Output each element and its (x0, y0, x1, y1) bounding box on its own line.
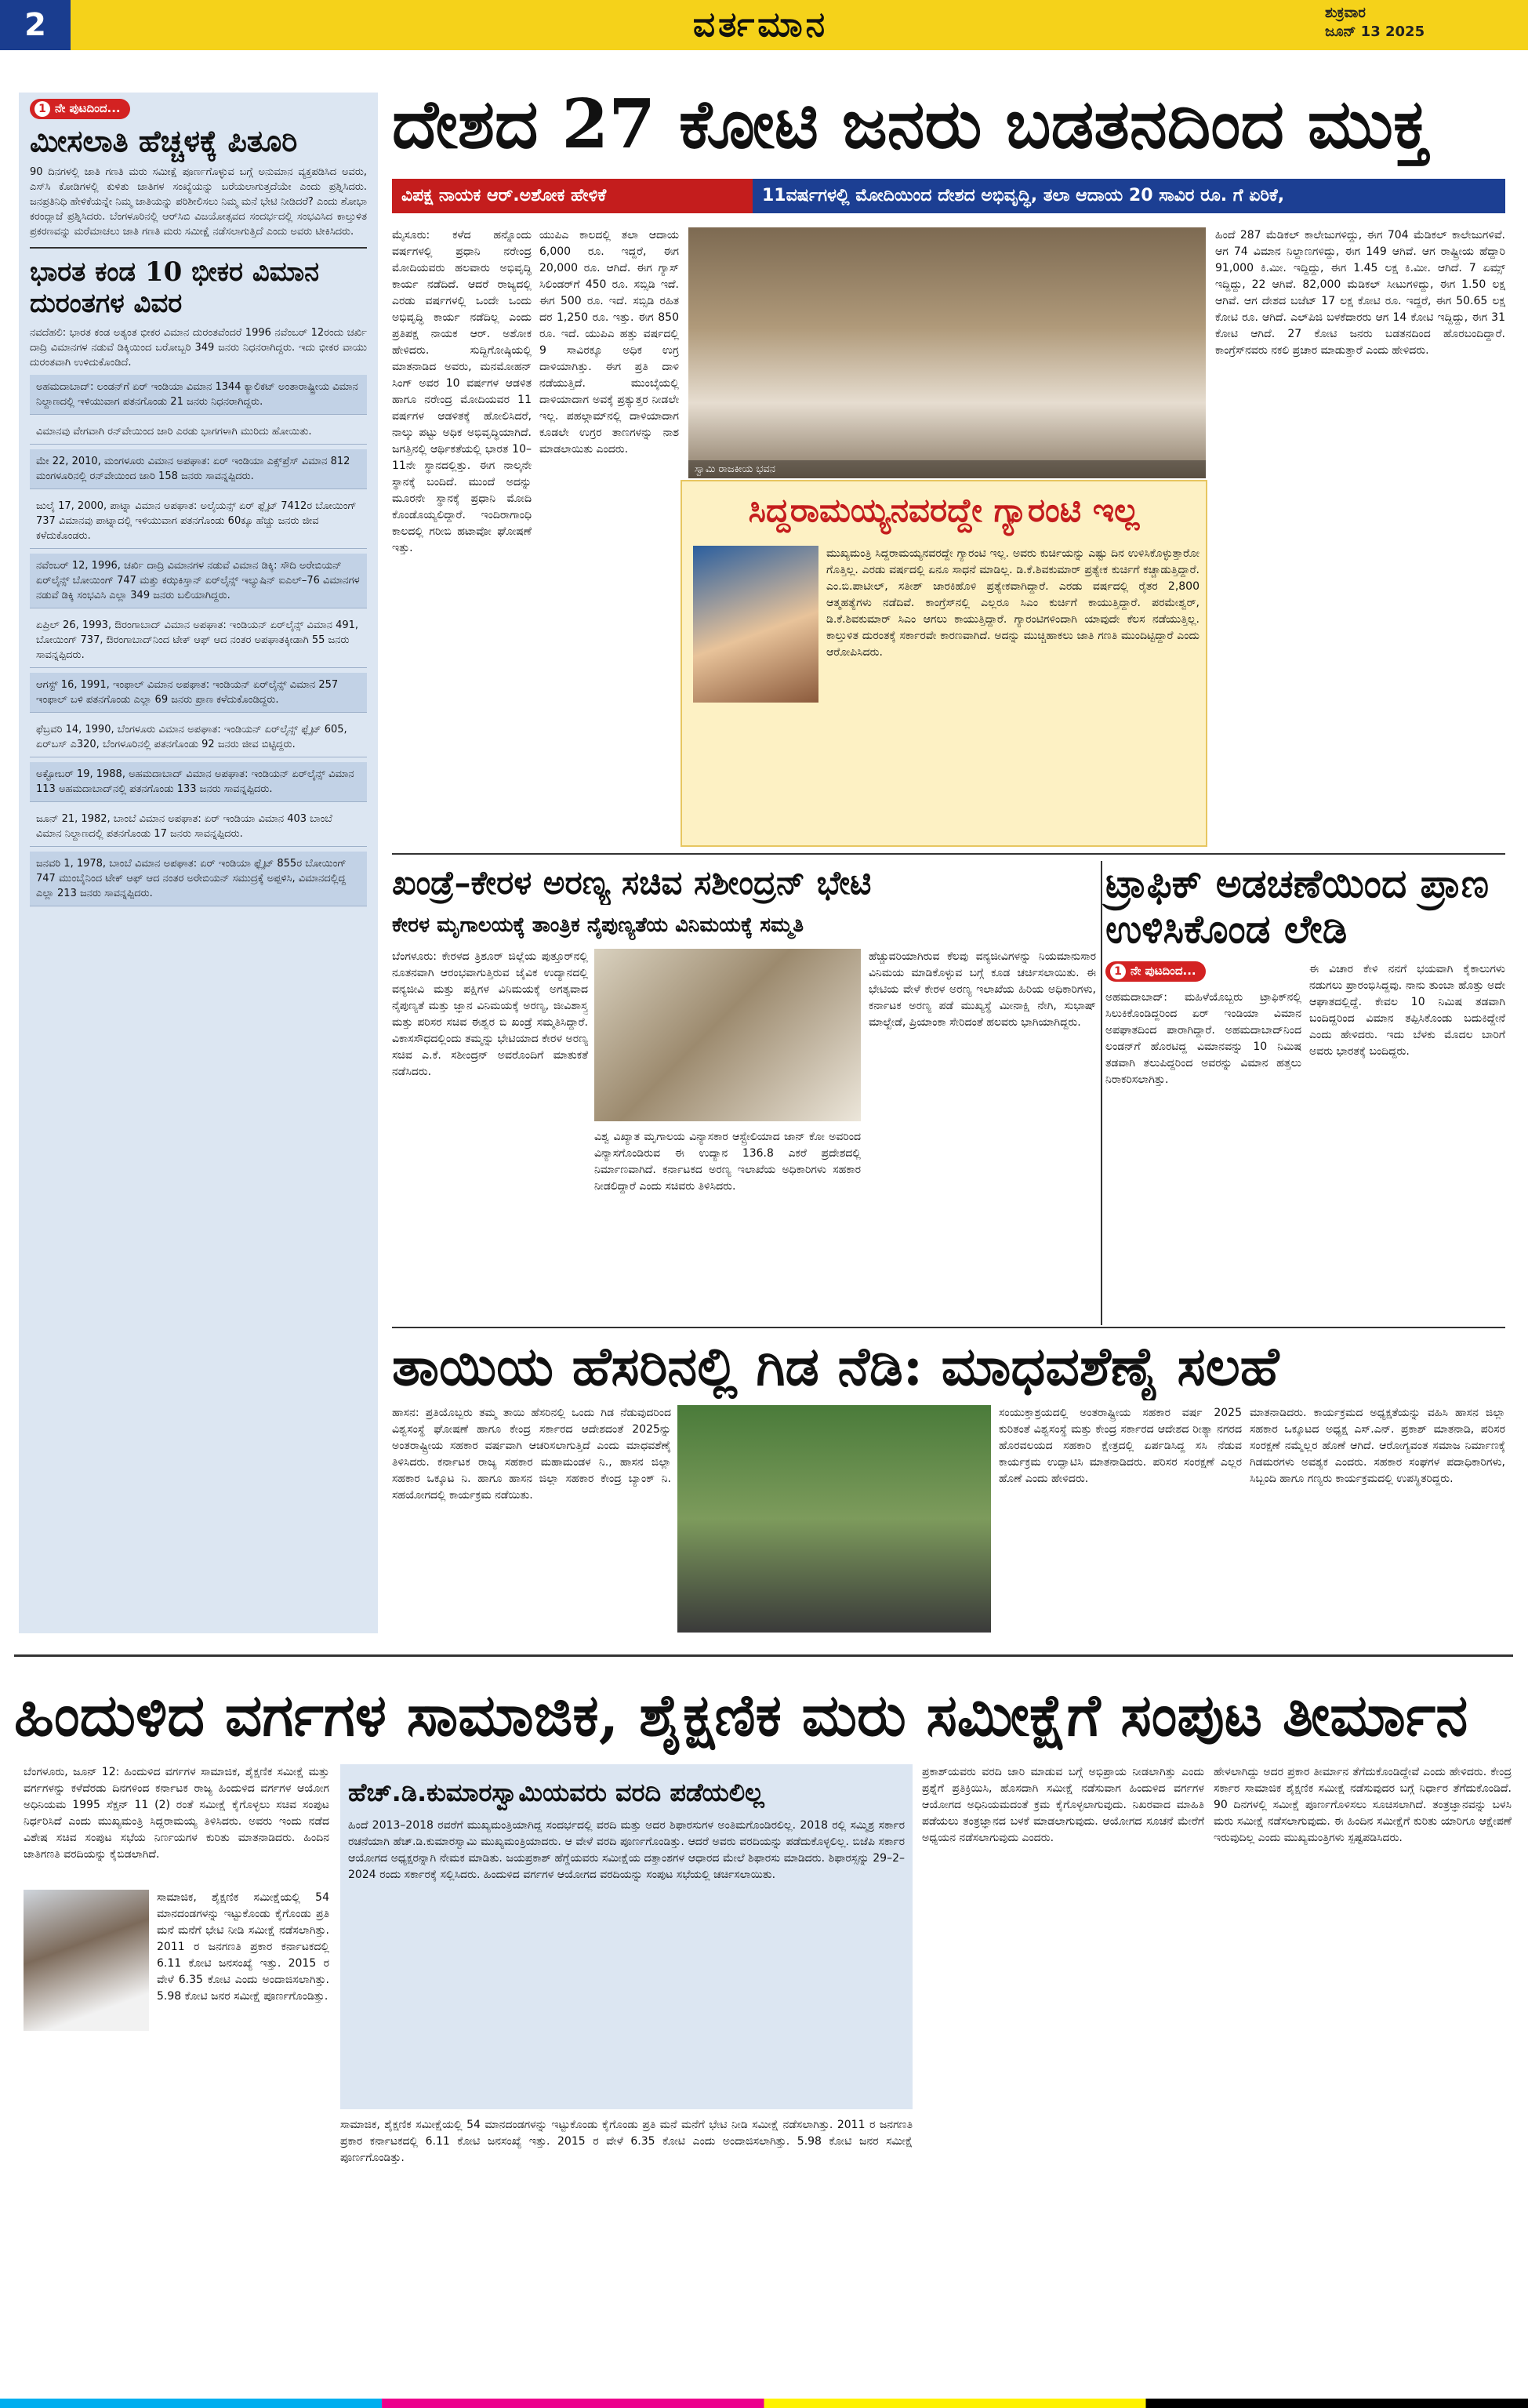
continued-badge: 1 ನೇ ಪುಟದಿಂದ... (30, 99, 130, 119)
divider (30, 247, 367, 249)
page-number: 2 (0, 0, 71, 50)
newspaper-brand: ವರ್ತಮಾನ (692, 5, 829, 45)
incident-item: ಏಪ್ರಿಲ್ 26, 1993, ಔರಂಗಾಬಾದ್ ವಿಮಾನ ಅಪಘಾತ: ಇಂಡಿಯನ್ ಏರ್‌ಲೈನ್ಸ್ ವಿಮಾನ 491, ಬೋಯಿಂಗ್ 737, ಔರಂಗಾಬಾದ್‌ನಿಂದ ಟೇಕ್ ಆಫ್ ಆದ ನಂತರ ಅಪಘಾತಕ್ಕೀಡಾಗಿ 55 ಜನರು ಸಾವನ್ನಪ್ಪಿದರು. (30, 613, 367, 668)
guarantee-headline: ಸಿದ್ದರಾಮಯ್ಯನವರದ್ದೇ ಗ್ಯಾರಂಟಿ ಇಲ್ಲ (748, 491, 1140, 529)
divider (14, 1654, 1513, 1657)
incident-item: ಫೆಬ್ರವರಿ 14, 1990, ಬೆಂಗಳೂರು ವಿಮಾನ ಅಪಘಾತ: ಇಂಡಿಯನ್ ಏರ್‌ಲೈನ್ಸ್ ಫ್ಲೈಟ್ 605, ಏರ್‌ಬಸ್ ಎ320, ಬೆಂಗಳೂರಿನಲ್ಲಿ ಪತನಗೊಂಡು 92 ಜನರು ಜೀವ ಬಿಟ್ಟಿದ್ದರು. (30, 717, 367, 757)
hdk-body: ಹಿಂದೆ 2013–2018 ರವರೆಗೆ ಮುಖ್ಯಮಂತ್ರಿಯಾಗಿದ್ದ ಸಂದರ್ಭದಲ್ಲಿ ವರದಿ ಮತ್ತು ಅದರ ಶಿಫಾರಸುಗಳ ಅಂತಿಮಗೊಂಡಿರಲಿಲ್ಲ. 2018 ರಲ್ಲಿ ಸಮ್ಮಿಶ್ರ ಸರ್ಕಾರ ರಚನೆಯಾಗಿ ಹೆಚ್.ಡಿ.ಕುಮಾರಸ್ವಾಮಿ ಮುಖ್ಯಮಂತ್ರಿಯಾದರು. ಆ ವೇಳೆ ವರದಿ ಪೂರ್ಣಗೊಂಡಿತ್ತು. ಆದರೆ ಅವರು ವರದಿಯನ್ನು ಪಡೆದುಕೊಳ್ಳಲಿಲ್ಲ. ಬಿಜೆಪಿ ಸರ್ಕಾರ ಆಯೋಗದ ಅಧ್ಯಕ್ಷರನ್ನಾಗಿ ನೇಮಕ ಮಾಡಿತು. ಜಯಪ್ರಕಾಶ್ ಹೆಗ್ಡೆಯವರು ಸಮೀಕ್ಷೆಯ ದತ್ತಾಂಶಗಳ ಆಧಾರದ ಮೇಲೆ ಶಿಫಾರಸು ಮಾಡಿದರು. ಶಿಫಾರಸ್ಸನ್ನು 29–2–2024 ರಂದು ಸರ್ಕಾರಕ್ಕೆ ಸಲ್ಲಿಸಿದರು. ಹಿಂದುಳಿದ ವರ್ಗಗಳ ಆಯೋಗದ ವರದಿಯನ್ನು ಸಂಪುಟ ಸಭೆಯಲ್ಲಿ ಚರ್ಚಿಸಲಾಯಿತು. (348, 1819, 905, 1881)
forest-headline: ಖಂಡ್ರೆ–ಕೇರಳ ಅರಣ್ಯ ಸಚಿವ ಸಶೀಂದ್ರನ್ ಭೇಟಿ (392, 863, 872, 902)
incident-item: ಜನವರಿ 1, 1978, ಬಾಂಬೆ ವಿಮಾನ ಅಪಘಾತ: ಏರ್ ಇಂಡಿಯಾ ಫ್ಲೈಟ್ 855ರ ಬೋಯಿಂಗ್ 747 ಮುಂಬೈನಿಂದ ಟೇಕ್ ಆಫ್ ಆದ ನಂತರ ಅರೇಬಿಯನ್ ಸಮುದ್ರಕ್ಕೆ ಅಪ್ಪಳಿಸಿ, ವಿಮಾನದಲ್ಲಿದ್ದ ಎಲ್ಲಾ 213 ಜನರು ಸಾವನ್ನಪ್ಪಿದರು. (30, 852, 367, 906)
sidebar-story2-title: ಭಾರತ ಕಂಡ 10 ಭೀಕರ ವಿಮಾನ ದುರಂತಗಳ ವಿವರ (30, 256, 320, 319)
lead-tag-right: 11ವರ್ಷಗಳಲ್ಲಿ ಮೋದಿಯಿಂದ ದೇಶದ ಅಭಿವೃದ್ಧಿ, ತಲಾ ಆದಾಯ 20 ಸಾವಿರ ರೂ. ಗೆ ಏರಿಕೆ, (753, 179, 1505, 213)
bottom-column-2: ಸಾಮಾಜಿಕ, ಶೈಕ್ಷಣಿಕ ಸಮೀಕ್ಷೆಯಲ್ಲಿ 54 ಮಾನದಂಡಗಳನ್ನು ಇಟ್ಟುಕೊಂಡು ಕೈಗೊಂಡು ಪ್ರತಿ ಮನೆ ಮನೆಗೆ ಭೇಟಿ ನೀಡಿ ಸಮೀಕ್ಷೆ ನಡೆಸಲಾಗಿತ್ತು. 2011 ರ ಜನಗಣತಿ ಪ್ರಕಾರ ಕರ್ನಾಟಕದಲ್ಲಿ 6.11 ಕೋಟಿ ಜನಸಂಖ್ಯೆ ಇತ್ತು. 2015 ರ ವೇಳೆ 6.35 ಕೋಟಿ ಎಂದು ಅಂದಾಜಿಸಲಾಗಿತ್ತು. 5.98 ಕೋಟಿ ಜನರ ಸಮೀಕ್ಷೆ ಪೂರ್ಣಗೊಂಡಿತ್ತು. (340, 2119, 913, 2164)
divider (392, 853, 1505, 855)
traffic-column-1: ಅಹಮದಾಬಾದ್: ಮಹಿಳೆಯೊಬ್ಬರು ಟ್ರಾಫಿಕ್‌ನಲ್ಲಿ ಸಿಲುಕಿಕೊಂಡಿದ್ದರಿಂದ ಏರ್ ಇಂಡಿಯಾ ವಿಮಾನ ಅಪಘಾತದಿಂದ ಪಾರಾಗಿದ್ದಾರೆ. ಅಹಮದಾಬಾದ್‌ನಿಂದ ಲಂಡನ್‌ಗೆ ಹೊರಟಿದ್ದ ವಿಮಾನವನ್ನು 10 ನಿಮಿಷ ತಡವಾಗಿ ತಲುಪಿದ್ದರಿಂದ ಅವರನ್ನು ವಿಮಾನ ಹತ್ತಲು ನಿರಾಕರಿಸಲಾಗಿತ್ತು. (1105, 991, 1301, 1086)
sidebar-story1-body: 90 ದಿನಗಳಲ್ಲಿ ಜಾತಿ ಗಣತಿ ಮರು ಸಮೀಕ್ಷೆ ಪೂರ್ಣಗೊಳ್ಳುವ ಬಗ್ಗೆ ಅನುಮಾನ ವ್ಯಕ್ತಪಡಿಸಿದ ಅವರು, ಎಸ್‌ಸಿ ಕೋಡಿಗಳಲ್ಲಿ ಕುಳಿತು ಜಾತಿಗಳ ಸಂಖ್ಯೆಯನ್ನು ಬರೆಯಲಾಗುತ್ತದೆಯೇ ಎಂದು ಪ್ರಶ್ನಿಸಿದರು. ಜನಪ್ರತಿನಿಧಿ ಹೇಳಿಕೆಯನ್ನೇ ನಿಮ್ಮ ಜಾತಿಯನ್ನು ಪರಿಶೀಲಿಸಲು ನಿಮ್ಮ ಮನೆ ಭೇಟಿ ನೀಡಿದರೆ? ಎಂದು ಶೋಭಾ ಕರಂದ್ಲಾಜೆ ಪ್ರಶ್ನಿಸಿದರು. ಬೆಂಗಳೂರಿನಲ್ಲಿ ಆರ್‌ಸಿಬಿ ವಿಜಯೋತ್ಸವದ ಸಂದರ್ಭದಲ್ಲಿ ಸಂಭವಿಸಿದ ಕಾಲ್ತುಳಿತ ಪ್ರಕರಣವನ್ನು ಮರೆಮಾಚಲು ಜಾತಿ ಗಣತಿ ಮರು ಸಮೀಕ್ಷೆ ನಡೆಸಲಾಗುತ್ತಿದೆ ಎಂದು ಅವರು ಟೀಕಿಸಿದರು. (30, 166, 367, 238)
bottom-headline: ಹಿಂದುಳಿದ ವರ್ಗಗಳ ಸಾಮಾಜಿಕ, ಶೈಕ್ಷಣಿಕ ಮರು ಸಮೀಕ್ಷೆಗೆ ಸಂಪುಟ ತೀರ್ಮಾನ (14, 1682, 1468, 1749)
incident-item: ಜುಲೈ 17, 2000, ಪಾಟ್ನಾ ವಿಮಾನ ಅಪಘಾತ: ಅಲೈಯನ್ಸ್ ಏರ್ ಫ್ಲೈಟ್ 7412ರ ಬೋಯಿಂಗ್ 737 ವಿಮಾನವು ಪಾಟ್ನಾದಲ್ಲಿ ಇಳಿಯುವಾಗ ಪತನಗೊಂಡು 60ಕ್ಕೂ ಹೆಚ್ಚು ಜನರು ಜೀವ ಕಳೆದುಕೊಂಡರು. (30, 494, 367, 549)
issue-day: ಶುಕ್ರವಾರ (1325, 5, 1366, 21)
plant-column-2: ಸಂಯುಕ್ತಾಶ್ರಯದಲ್ಲಿ ಅಂತರಾಷ್ಟ್ರೀಯ ಸಹಕಾರ ವರ್ಷ 2025 ಕುರಿತಂತೆ ವಿಶ್ವಸಂಸ್ಥೆ ಮತ್ತು ಕೇಂದ್ರ ಸರ್ಕಾರದ ಆದೇಶದ ರೀತ್ಯಾ ನಗರದ ಹೊರವಲಯದ ಸಹಕಾರಿ ಕ್ಷೇತ್ರದಲ್ಲಿ ಏರ್ಪಡಿಸಿದ್ದ ಸಸಿ ನೆಡುವ ಕಾರ್ಯಕ್ರಮ ಉದ್ಘಾಟಿಸಿ ಮಾತನಾಡಿದರು. ಪರಿಸರ ಸಂರಕ್ಷಣೆ ಎಲ್ಲರ ಹೊಣೆ ಎಂದು ಹೇಳಿದರು. (999, 1407, 1242, 1485)
continued-badge: 1 ನೇ ಪುಟದಿಂದ... (1105, 961, 1206, 982)
forest-subhead: ಕೇರಳ ಮೃಗಾಲಯಕ್ಕೆ ತಾಂತ್ರಿಕ ನೈಪುಣ್ಯತೆಯ ವಿನಿಮಯಕ್ಕೆ ಸಮ್ಮತಿ (392, 913, 804, 937)
forest-photo (594, 949, 861, 1121)
guarantee-body: ಮುಖ್ಯಮಂತ್ರಿ ಸಿದ್ದರಾಮಯ್ಯನವರದ್ದೇ ಗ್ಯಾರಂಟಿ ಇಲ್ಲ. ಅವರು ಕುರ್ಚಿಯನ್ನು ಎಷ್ಟು ದಿನ ಉಳಿಸಿಕೊಳ್ಳುತ್ತಾರೋ ಗೊತ್ತಿಲ್ಲ. ಎರಡು ವರ್ಷದಲ್ಲಿ ಏನೂ ಸಾಧನೆ ಮಾಡಿಲ್ಲ. ಡಿ.ಕೆ.ಶಿವಕುಮಾರ್ ಪ್ರತ್ಯೇಕ ಕುರ್ಚಿಗೆ ಕಚ್ಚಾಡುತ್ತಿದ್ದಾರೆ. ಎಂ.ಬಿ.ಪಾಟೀಲ್, ಸತೀಶ್ ಜಾರಕಿಹೊಳಿ ಪ್ರತ್ಯೇಕವಾಗಿದ್ದಾರೆ. ಎರಡು ವರ್ಷದಲ್ಲಿ ರೈತರ 2,800 ಆತ್ಮಹತ್ಯೆಗಳು ನಡೆದಿವೆ. ಕಾಂಗ್ರೆಸ್‌ನಲ್ಲಿ ಎಲ್ಲರೂ ಸಿಎಂ ಕುರ್ಚಿಗೆ ಕಾಯುತ್ತಿದ್ದಾರೆ. ಪರಮೇಶ್ವರ್, ಡಿ.ಕೆ.ಶಿವಕುಮಾರ್ ಸಿಎಂ ಆಗಲು ಕಾಯುತ್ತಿದ್ದಾರೆ. ಗ್ಯಾರಂಟಿಗಳಿಂದಾಗಿ ಯಾವುದೇ ಕೆಲಸ ನಡೆಯುತ್ತಿಲ್ಲ. ಕಾಲ್ತುಳಿತ ದುರಂತಕ್ಕೆ ಸರ್ಕಾರವೇ ಕಾರಣವಾಗಿದೆ. ಅದನ್ನು ಮುಚ್ಚಿಹಾಕಲು ಜಾತಿ ಗಣತಿ ಮುಂದಿಟ್ಟಿದ್ದಾರೆ ಎಂದು ಆರೋಪಿಸಿದರು. (826, 547, 1200, 659)
photo-caption: ಸ್ವಾಮಿ ರಾಜಕೀಯ ಭವನ (688, 460, 1206, 478)
plant-column-1: ಹಾಸನ: ಪ್ರತಿಯೊಬ್ಬರು ತಮ್ಮ ತಾಯಿ ಹೆಸರಿನಲ್ಲಿ ಒಂದು ಗಿಡ ನೆಡುವುದರಿಂದ ವಿಶ್ವಸಂಸ್ಥೆ ಘೋಷಣೆ ಹಾಗೂ ಕೇಂದ್ರ ಸರ್ಕಾರದ ಆದೇಶದಂತೆ 2025ನ್ನು ಅಂತರಾಷ್ಟ್ರೀಯ ಸಹಕಾರ ವರ್ಷವಾಗಿ ಆಚರಿಸಲಾಗುತ್ತಿದೆ ಎಂದು ಮಾಧವಶೆಣೈ ತಿಳಿಸಿದರು. ಕರ್ನಾಟಕ ರಾಜ್ಯ ಸಹಕಾರ ಮಹಾಮಂಡಳ ನಿ., ಹಾಸನ ಜಿಲ್ಲಾ ಸಹಕಾರ ಒಕ್ಕೂಟ ನಿ. ಹಾಗೂ ಹಾಸನ ಜಿಲ್ಲಾ ಸಹಕಾರ ಕೇಂದ್ರ ಬ್ಯಾಂಕ್ ನಿ. ಸಹಯೋಗದಲ್ಲಿ ಕಾರ್ಯಕ್ರಮ ನಡೆಯಿತು. (392, 1407, 671, 1502)
incident-item: ವಿಮಾನವು ವೇಗವಾಗಿ ರನ್‌ವೇಯಿಂದ ಜಾರಿ ಎರಡು ಭಾಗಗಳಾಗಿ ಮುರಿದು ಹೋಯಿತು. (30, 419, 367, 445)
bottom-column-1-top: ಬೆಂಗಳೂರು, ಜೂನ್ 12: ಹಿಂದುಳಿದ ವರ್ಗಗಳ ಸಾಮಾಜಿಕ, ಶೈಕ್ಷಣಿಕ ಸಮೀಕ್ಷೆ ಮತ್ತು ವರ್ಗಗಳನ್ನು ಕಳೆದೆರಡು ದಿನಗಳಿಂದ ಕರ್ನಾಟಕ ರಾಜ್ಯ ಹಿಂದುಳಿದ ವರ್ಗಗಳ ಆಯೋಗ ಅಧಿನಿಯಮ 1995 ಸೆಕ್ಷನ್ 11 (2) ರಂತೆ ಸಮೀಕ್ಷೆ ಕೈಗೊಳ್ಳಲು ಸಚಿವ ಸಂಪುಟ ನಿರ್ಧರಿಸಿದೆ ಎಂದು ಮುಖ್ಯಮಂತ್ರಿ ಸಿದ್ದರಾಮಯ್ಯ ತಿಳಿಸಿದರು. ಅವರು ಇಂದು ನಡೆದ ವಿಶೇಷ ಸಚಿವ ಸಂಪುಟ ಸಭೆಯ ನಿರ್ಣಯಗಳ ಕುರಿತು ಮಾತನಾಡಿದರು. ಹಿಂದಿನ ಜಾತಿಗಣತಿ ವರದಿಯನ್ನು ಕೈಬಿಡಲಾಗಿದೆ. (24, 1766, 329, 1861)
bottom-column-4: ಹೇಳಲಾಗಿದ್ದು ಅದರ ಪ್ರಕಾರ ತೀರ್ಮಾನ ತೆಗೆದುಕೊಂಡಿದ್ದೇವೆ ಎಂದು ಹೇಳಿದರು. ಕೇಂದ್ರ ಸರ್ಕಾರ ಸಾಮಾಜಿಕ ಶೈಕ್ಷಣಿಕ ಸಮೀಕ್ಷೆ ನಡೆಸುವುದರ ಬಗ್ಗೆ ನಿರ್ಧಾರ ತೆಗೆದುಕೊಂಡಿದೆ. 90 ದಿನಗಳಲ್ಲಿ ಸಮೀಕ್ಷೆ ಪೂರ್ಣಗೊಳಿಸಲು ಸೂಚಿಸಲಾಗಿದೆ. ತಂತ್ರಜ್ಞಾನವನ್ನು ಬಳಸಿ ಮರು ಸಮೀಕ್ಷೆ ನಡೆಸಲಾಗುವುದು. ಈ ಹಿಂದಿನ ಸಮೀಕ್ಷೆಗೆ ಕುರಿತು ಯಾರಿಗೂ ಆಕ್ಷೇಪಣೆ ಇರುವುದಿಲ್ಲ ಎಂದು ಮುಖ್ಯಮಂತ್ರಿಗಳು ಸ್ಪಷ್ಟಪಡಿಸಿದರು. (1214, 1766, 1512, 1844)
lead-column-2: ಯುಪಿಎ ಕಾಲದಲ್ಲಿ ತಲಾ ಆದಾಯ 6,000 ರೂ. ಇದ್ದರೆ, ಈಗ 20,000 ರೂ. ಆಗಿದೆ. ಈಗ ಗ್ಯಾಸ್ ಸಿಲಿಂಡರ್‌ಗೆ 450 ರೂ. ಸಬ್ಸಿಡಿ ಇದೆ. ಈಗ 500 ರೂ. ಇದೆ. ಸಬ್ಸಿಡಿ ರಹಿತ ದರ 1,250 ರೂ. ಇತ್ತು. ಈಗ 850 ರೂ. ಇದೆ. ಯುಪಿಎ ಹತ್ತು ವರ್ಷದಲ್ಲಿ 9 ಸಾವಿರಕ್ಕೂ ಅಧಿಕ ಉಗ್ರ ದಾಳಿಯಾಗಿತ್ತು. ಈಗ ಪ್ರತಿ ದಾಳಿ ನಡೆಯುತ್ತಿದೆ. ಮುಂಬೈಯಲ್ಲಿ ದಾಳಿಯಾದಾಗ ಅವಕ್ಕೆ ಪ್ರತ್ಯುತ್ತರ ನೀಡಲೇ ಇಲ್ಲ. ಪಹಲ್ಗಾಮ್‌ನಲ್ಲಿ ದಾಳಿಯಾದಾಗ ಕೂಡಲೇ ಉಗ್ರರ ತಾಣಗಳನ್ನು ನಾಶ ಮಾಡಲಾಯಿತು ಎಂದರು. (539, 229, 679, 456)
lead-column-1: ಮೈಸೂರು: ಕಳೆದ ಹನ್ನೊಂದು ವರ್ಷಗಳಲ್ಲಿ ಪ್ರಧಾನಿ ನರೇಂದ್ರ ಮೋದಿಯವರು ಹಲವಾರು ಅಭಿವೃದ್ಧಿ ಕಾರ್ಯ ನಡೆದಿದೆ. ಆದರೆ ರಾಜ್ಯದಲ್ಲಿ ಎರಡು ವರ್ಷಗಳಲ್ಲಿ ಒಂದೇ ಒಂದು ಅಭಿವೃದ್ಧಿ ಕಾರ್ಯ ನಡೆದಿಲ್ಲ ಎಂದು ಪ್ರತಿಪಕ್ಷ ನಾಯಕ ಆರ್. ಅಶೋಕ ಹೇಳಿದರು. ಸುದ್ದಿಗೋಷ್ಠಿಯಲ್ಲಿ ಮಾತನಾಡಿದ ಅವರು, ಮನಮೋಹನ್ ಸಿಂಗ್ ಅವರ 10 ವರ್ಷಗಳ ಆಡಳಿತ ಹಾಗೂ ನರೇಂದ್ರ ಮೋದಿಯವರ 11 ವರ್ಷಗಳ ಆಡಳಿತಕ್ಕೆ ಹೋಲಿಸಿದರೆ, ನಾಲ್ಕು ಪಟ್ಟು ಅಧಿಕ ಅಭಿವೃದ್ಧಿಯಾಗಿದೆ. ಜಗತ್ತಿನಲ್ಲಿ ಆರ್ಥಿಕತೆಯಲ್ಲಿ ಭಾರತ 10–11ನೇ ಸ್ಥಾನದಲ್ಲಿತ್ತು. ಈಗ ನಾಲ್ಕನೇ ಸ್ಥಾನಕ್ಕೆ ಬಂದಿದೆ. ಮುಂದೆ ಅದನ್ನು ಮೂರನೇ ಸ್ಥಾನಕ್ಕೆ ಪ್ರಧಾನಿ ಮೋದಿ ಕೊಂಡೊಯ್ಯಲಿದ್ದಾರೆ. ಇಂದಿರಾಗಾಂಧಿ ಕಾಲದಲ್ಲಿ ಗರೀಬಿ ಹಟಾವೋ ಘೋಷಣೆ ಇತ್ತು. (392, 229, 532, 554)
incident-item: ಮೇ 22, 2010, ಮಂಗಳೂರು ವಿಮಾನ ಅಪಘಾತ: ಏರ್ ಇಂಡಿಯಾ ಎಕ್ಸ್‌ಪ್ರೆಸ್ ವಿಮಾನ 812 ಮಂಗಳೂರಿನಲ್ಲಿ ರನ್‌ವೇಯಿಂದ ಜಾರಿ 158 ಜನರು ಸಾವನ್ನಪ್ಪಿದರು. (30, 449, 367, 489)
forest-column-2: ವಿಶ್ವ ವಿಖ್ಯಾತ ಮೃಗಾಲಯ ವಿನ್ಯಾಸಕಾರ ಆಸ್ಟ್ರೇಲಿಯಾದ ಜಾನ್ ಕೋ ಅವರಿಂದ ವಿನ್ಯಾಸಗೊಂಡಿರುವ ಈ ಉದ್ಯಾನ 136.8 ಎಕರೆ ಪ್ರದೇಶದಲ್ಲಿ ನಿರ್ಮಾಣವಾಗಿದೆ. ಕರ್ನಾಟಕದ ಅರಣ್ಯ ಇಲಾಖೆಯ ಅಧಿಕಾರಿಗಳು ಸಹಕಾರ ನೀಡಲಿದ್ದಾರೆ ಎಂದು ಸಚಿವರು ತಿಳಿಸಿದರು. (594, 1131, 861, 1193)
bottom-column-3: ಪ್ರಕಾಶ್‌ಯವರು ವರದಿ ಜಾರಿ ಮಾಡುವ ಬಗ್ಗೆ ಅಭಿಪ್ರಾಯ ನೀಡಲಾಗಿತ್ತು ಎಂದು ಪ್ರಶ್ನೆಗೆ ಪ್ರತಿಕ್ರಿಯಿಸಿ, ಹೊಸದಾಗಿ ಸಮೀಕ್ಷೆ ನಡೆಸುವಾಗ ಹಿಂದುಳಿದ ವರ್ಗಗಳ ಆಯೋಗದ ಅಧಿನಿಯಮದಂತೆ ಕ್ರಮ ಕೈಗೊಳ್ಳಲಾಗುವುದು. ನಿಖರವಾದ ಮಾಹಿತಿ ಪಡೆಯಲು ತಂತ್ರಜ್ಞಾನದ ಬಳಕೆ ಮಾಡಲಾಗುವುದು. ಆಯೋಗದ ಸೂಚನೆ ಮೇರೆಗೆ ಅಧ್ಯಯನ ನಡೆಸಲಾಗುವುದು ಎಂದರು. (922, 1766, 1204, 1844)
print-color-strip (0, 2399, 1528, 2408)
incident-item: ಅಕ್ಟೋಬರ್ 19, 1988, ಅಹಮದಾಬಾದ್ ವಿಮಾನ ಅಪಘಾತ: ಇಂಡಿಯನ್ ಏರ್‌ಲೈನ್ಸ್ ವಿಮಾನ 113 ಅಹಮದಾಬಾದ್‌ನಲ್ಲಿ ಪತನಗೊಂಡು 133 ಜನರು ಸಾವನ್ನಪ್ಪಿದರು. (30, 762, 367, 802)
chief-minister-photo (24, 1890, 149, 2031)
sidebar-story2-intro: ನವದೆಹಲಿ: ಭಾರತ ಕಂಡ ಅತ್ಯಂತ ಭೀಕರ ವಿಮಾನ ದುರಂತವೆಂದರೆ 1996 ನವೆಂಬರ್ 12ರಂದು ಚರ್ಖಿ ದಾದ್ರಿ ವಿಮಾನಗಳ ನಡುವೆ ಡಿಕ್ಕಿಯಿಂದ ಬರೋಬ್ಬರಿ 349 ಜನರು ನಿಧನರಾಗಿದ್ದರು. ಇದು ಭೀಕರ ವಾಯು ದುರಂತವಾಗಿ ಉಳಿದುಕೊಂಡಿದೆ. (30, 327, 367, 369)
divider (1101, 861, 1102, 1325)
lead-headline: ದೇಶದ 27 ಕೋಟಿ ಜನರು ಬಡತನದಿಂದ ಮುಕ್ತ (392, 85, 1429, 164)
incident-item: ನವೆಂಬರ್ 12, 1996, ಚರ್ಖಿ ದಾದ್ರಿ ವಿಮಾನಗಳ ನಡುವೆ ವಿಮಾನ ಡಿಕ್ಕಿ: ಸೌದಿ ಅರೇಬಿಯನ್ ಏರ್‌ಲೈನ್ಸ್ ಬೋಯಿಂಗ್ 747 ಮತ್ತು ಕಝಕಿಸ್ತಾನ್ ಏರ್‌ಲೈನ್ಸ್ ಇಲ್ಯುಷಿನ್ ಐಎಲ್–76 ವಿಮಾನಗಳ ನಡುವೆ ಡಿಕ್ಕಿ ಸಂಭವಿಸಿ ಎಲ್ಲಾ 349 ಜನರು ಬಲಿಯಾಗಿದ್ದರು. (30, 554, 367, 608)
plant-headline: ತಾಯಿಯ ಹೆಸರಿನಲ್ಲಿ ಗಿಡ ನೆಡಿ: ಮಾಧವಶೆಣೈ ಸಲಹೆ (392, 1335, 1279, 1398)
plant-photo (677, 1405, 991, 1633)
lead-photo (688, 227, 1206, 478)
left-sidebar (19, 93, 378, 1633)
bottom-column-1-side: ಸಾಮಾಜಿಕ, ಶೈಕ್ಷಣಿಕ ಸಮೀಕ್ಷೆಯಲ್ಲಿ 54 ಮಾನದಂಡಗಳನ್ನು ಇಟ್ಟುಕೊಂಡು ಕೈಗೊಂಡು ಪ್ರತಿ ಮನೆ ಮನೆಗೆ ಭೇಟಿ ನೀಡಿ ಸಮೀಕ್ಷೆ ನಡೆಸಲಾಗಿತ್ತು. 2011 ರ ಜನಗಣತಿ ಪ್ರಕಾರ ಕರ್ನಾಟಕದಲ್ಲಿ 6.11 ಕೋಟಿ ಜನಸಂಖ್ಯೆ ಇತ್ತು. 2015 ರ ವೇಳೆ 6.35 ಕೋಟಿ ಎಂದು ಅಂದಾಜಿಸಲಾಗಿತ್ತು. 5.98 ಕೋಟಿ ಜನರ ಸಮೀಕ್ಷೆ ಪೂರ್ಣಗೊಂಡಿತ್ತು. (157, 1891, 329, 2003)
speaker-photo (693, 546, 818, 703)
incident-item: ಆಗಸ್ಟ್ 16, 1991, ಇಂಫಾಲ್ ವಿಮಾನ ಅಪಘಾತ: ಇಂಡಿಯನ್ ಏರ್‌ಲೈನ್ಸ್ ವಿಮಾನ 257 ಇಂಫಾಲ್ ಬಳಿ ಪತನಗೊಂಡು ಎಲ್ಲಾ 69 ಜನರು ಪ್ರಾಣ ಕಳೆದುಕೊಂಡಿದ್ದರು. (30, 673, 367, 713)
incident-item: ಜೂನ್ 21, 1982, ಬಾಂಬೆ ವಿಮಾನ ಅಪಘಾತ: ಏರ್ ಇಂಡಿಯಾ ವಿಮಾನ 403 ಬಾಂಬೆ ವಿಮಾನ ನಿಲ್ದಾಣದಲ್ಲಿ ಪತನಗೊಂಡು 17 ಜನರು ಸಾವನ್ನಪ್ಪಿದರು. (30, 807, 367, 847)
divider (392, 1327, 1505, 1328)
traffic-column-2: ಈ ವಿಚಾರ ಕೇಳಿ ನನಗೆ ಭಯವಾಗಿ ಕೈಕಾಲುಗಳು ನಡುಗಲು ಪ್ರಾರಂಭಿಸಿದ್ದವು. ನಾನು ತುಂಬಾ ಹೊತ್ತು ಅದೇ ಆಘಾತದಲ್ಲಿದ್ದೆ. ಕೇವಲ 10 ನಿಮಿಷ ತಡವಾಗಿ ಬಂದಿದ್ದರಿಂದ ವಿಮಾನ ತಪ್ಪಿಸಿಕೊಂಡು ಬದುಕಿದ್ದೇನೆ ಎಂದು ಹೇಳಿದರು. ಇದು ಬೆಳಕು ಮೊದಲ ಬಾರಿಗೆ ಅವರು ಭಾರತಕ್ಕೆ ಬಂದಿದ್ದರು. (1309, 963, 1505, 1058)
lead-column-3: ಹಿಂದೆ 287 ಮೆಡಿಕಲ್ ಕಾಲೇಜುಗಳಿದ್ದು, ಈಗ 704 ಮೆಡಿಕಲ್ ಕಾಲೇಜುಗಳಿವೆ. ಆಗ 74 ವಿಮಾನ ನಿಲ್ದಾಣಗಳಿದ್ದು, ಈಗ 149 ಆಗಿವೆ. ಆಗ ರಾಷ್ಟ್ರೀಯ ಹೆದ್ದಾರಿ 91,000 ಕಿ.ಮೀ. ಇದ್ದಿದ್ದು, ಈಗ 1.45 ಲಕ್ಷ ಕಿ.ಮೀ. ಆಗಿದೆ. 7 ಏಮ್ಸ್ ಇದ್ದಿದ್ದು, 22 ಆಗಿವೆ. 82,000 ಮೆಡಿಕಲ್ ಸೀಟುಗಳಿದ್ದು, ಈಗ 1.50 ಲಕ್ಷ ಆಗಿವೆ. ಆಗ ದೇಶದ ಬಜೆಟ್ 17 ಲಕ್ಷ ಕೋಟಿ ರೂ. ಇದ್ದರೆ, ಈಗ 50.65 ಲಕ್ಷ ಕೋಟಿ ರೂ. ಆಗಿದೆ. ಎಲ್‌ಪಿಜಿ ಬಳಕೆದಾರರು ಆಗ 14 ಕೋಟಿ ಇದ್ದಿದ್ದು, ಈಗ 31 ಕೋಟಿ ಆಗಿದೆ. 27 ಕೋಟಿ ಜನರು ಬಡತನದಿಂದ ಹೊರಬಂದಿದ್ದಾರೆ. ಕಾಂಗ್ರೆಸ್‌ನವರು ನಕಲಿ ಪ್ರಚಾರ ಮಾಡುತ್ತಾರೆ ಎಂದು ಹೇಳಿದರು. (1215, 229, 1505, 357)
sidebar-story1-title: ಮೀಸಲಾತಿ ಹೆಚ್ಚಳಕ್ಕೆ ಪಿತೂರಿ (30, 123, 298, 158)
lead-tag-left: ವಿಪಕ್ಷ ನಾಯಕ ಆರ್.ಅಶೋಕ ಹೇಳಿಕೆ (392, 179, 753, 213)
forest-column-1: ಬೆಂಗಳೂರು: ಕೇರಳದ ತ್ರಿಶೂರ್ ಜಿಲ್ಲೆಯ ಪುತ್ತೂರ್‌ನಲ್ಲಿ ನೂತನವಾಗಿ ಆರಂಭವಾಗುತ್ತಿರುವ ಜೈವಿಕ ಉದ್ಯಾನದಲ್ಲಿ ವನ್ಯಜೀವಿ ಮತ್ತು ಪಕ್ಷಿಗಳ ವಿನಿಮಯಕ್ಕೆ ಅಗತ್ಯವಾದ ನೈಪುಣ್ಯತೆ ಮತ್ತು ಜ್ಞಾನ ವಿನಿಮಯಕ್ಕೆ ಅರಣ್ಯ, ಜೀವಿಶಾಸ್ತ್ರ ಮತ್ತು ಪರಿಸರ ಸಚಿವ ಈಶ್ವರ ಬಿ ಖಂಡ್ರೆ ಸಮ್ಮತಿಸಿದ್ದಾರೆ. ವಿಕಾಸಸೌಧದಲ್ಲಿಂದು ತಮ್ಮನ್ನು ಭೇಟಿಯಾದ ಕೇರಳ ಅರಣ್ಯ ಸಚಿವ ಎ.ಕೆ. ಸಶೀಂದ್ರನ್ ಅವರೊಂದಿಗೆ ಮಾತುಕತೆ ನಡೆಸಿದರು. (392, 950, 588, 1078)
traffic-headline: ಟ್ರಾಫಿಕ್ ಅಡಚಣೆಯಿಂದ ಪ್ರಾಣ ಉಳಿಸಿಕೊಂಡ ಲೇಡಿ (1105, 860, 1490, 952)
forest-column-3: ಹೆಚ್ಚುವರಿಯಾಗಿರುವ ಕೆಲವು ವನ್ಯಜೀವಿಗಳನ್ನು ನಿಯಮಾನುಸಾರ ವಿನಿಮಯ ಮಾಡಿಕೊಳ್ಳುವ ಬಗ್ಗೆ ಕೂಡ ಚರ್ಚಿಸಲಾಯಿತು. ಈ ಭೇಟಿಯ ವೇಳೆ ಕೇರಳ ಅರಣ್ಯ ಇಲಾಖೆಯ ಹಿರಿಯ ಅಧಿಕಾರಿಗಳು, ಕರ್ನಾಟಕ ಅರಣ್ಯ ಪಡೆ ಮುಖ್ಯಸ್ಥೆ ಮೀನಾಕ್ಷಿ ನೇಗಿ, ಸುಭಾಷ್ ಮಾಲ್ಖೇಡೆ, ಪ್ರಿಯಾಂಕಾ ಸೇರಿದಂತೆ ಹಲವರು ಭಾಗಿಯಾಗಿದ್ದರು. (869, 950, 1096, 1029)
issue-date: ಜೂನ್ 13 2025 (1325, 24, 1425, 40)
incident-item: ಅಹಮದಾಬಾದ್: ಲಂಡನ್‌ಗೆ ಏರ್ ಇಂಡಿಯಾ ವಿಮಾನ 1344 ಕ್ಯಾಲಿಕಟ್ ಅಂತಾರಾಷ್ಟ್ರೀಯ ವಿಮಾನ ನಿಲ್ದಾಣದಲ್ಲಿ ಇಳಿಯುವಾಗ ಪತನಗೊಂಡು 21 ಜನರು ನಿಧನರಾಗಿದ್ದರು. (30, 375, 367, 415)
plant-column-3: ಮಾತನಾಡಿದರು. ಕಾರ್ಯಕ್ರಮದ ಅಧ್ಯಕ್ಷತೆಯನ್ನು ವಹಿಸಿ ಹಾಸನ ಜಿಲ್ಲಾ ಸಹಕಾರ ಒಕ್ಕೂಟದ ಅಧ್ಯಕ್ಷ ಎಸ್.ಎನ್. ಪ್ರಕಾಶ್ ಮಾತನಾಡಿ, ಪರಿಸರ ಸಂರಕ್ಷಣೆ ನಮ್ಮೆಲ್ಲರ ಹೊಣೆ ಆಗಿದೆ. ಆರೋಗ್ಯವಂತ ಸಮಾಜ ನಿರ್ಮಾಣಕ್ಕೆ ಗಿಡಮರಗಳು ಅವಶ್ಯಕ ಎಂದರು. ಸಹಕಾರ ಸಂಘಗಳ ಪದಾಧಿಕಾರಿಗಳು, ಸಿಬ್ಬಂದಿ ಹಾಗೂ ಗಣ್ಯರು ಕಾರ್ಯಕ್ರಮದಲ್ಲಿ ಉಪಸ್ಥಿತರಿದ್ದರು. (1250, 1407, 1505, 1485)
hdk-headline: ಹೆಚ್.ಡಿ.ಕುಮಾರಸ್ವಾಮಿಯವರು ವರದಿ ಪಡೆಯಲಿಲ್ಲ (348, 1778, 764, 1807)
